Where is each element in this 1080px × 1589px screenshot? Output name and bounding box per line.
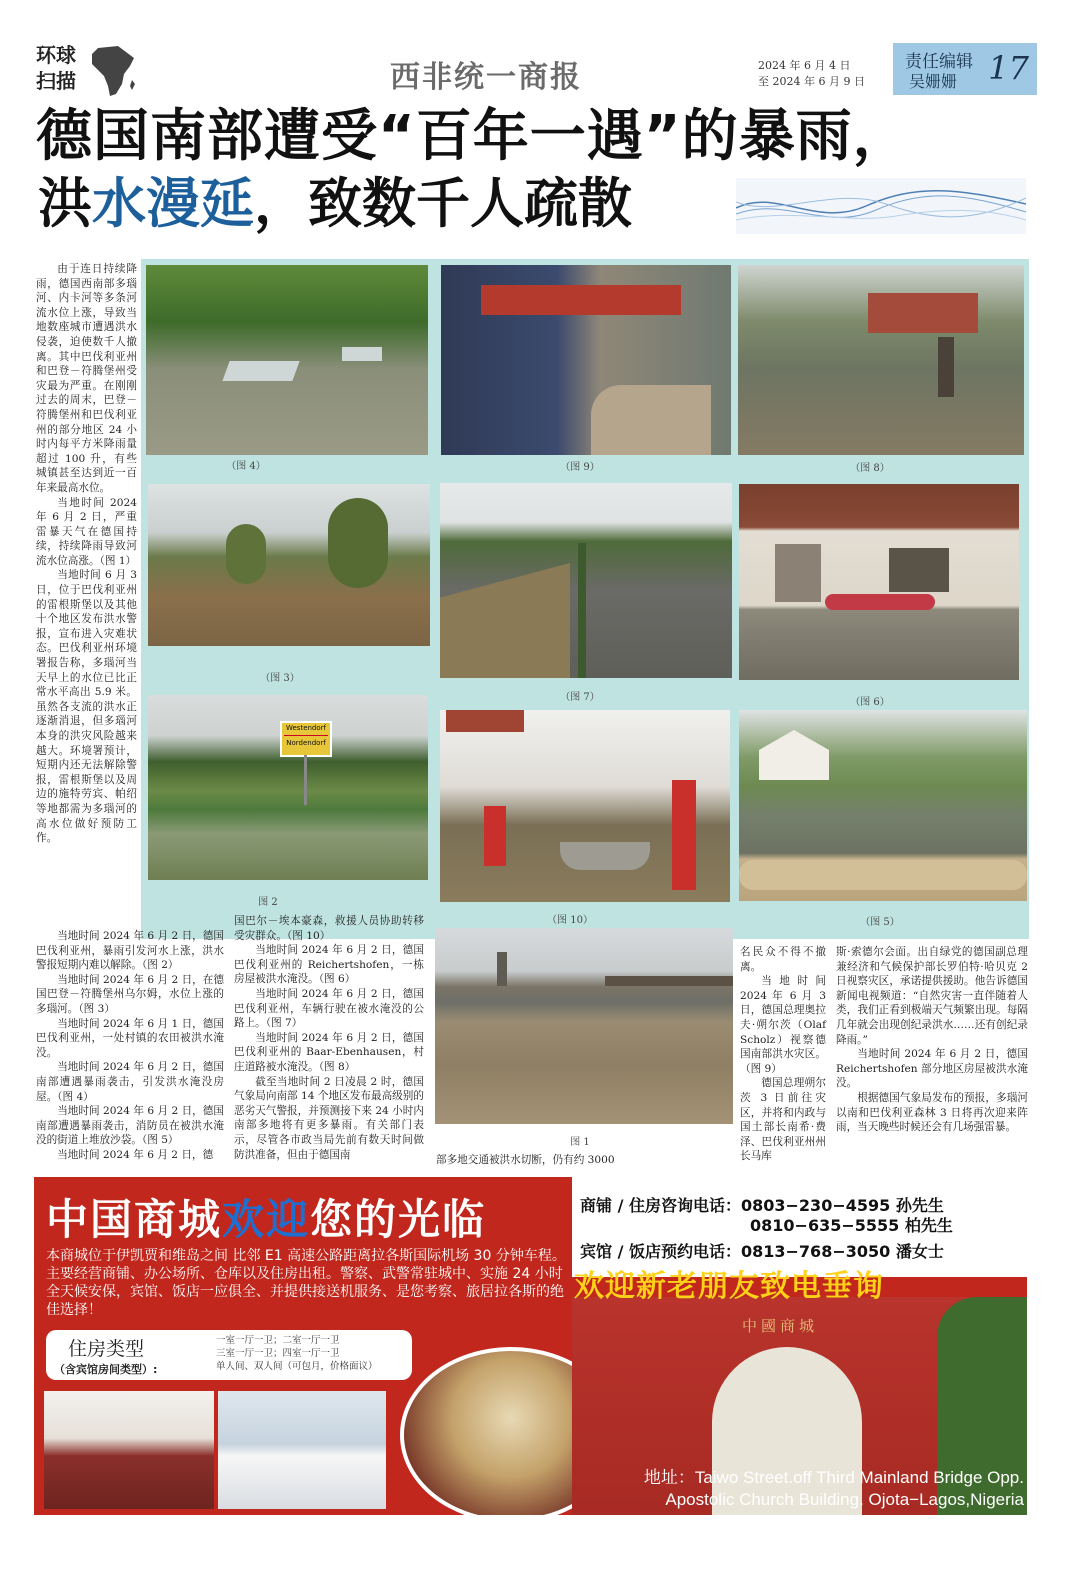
caption-fig5: （图 5）	[860, 917, 900, 928]
headline-line2-b: 水漫延	[92, 171, 254, 235]
section-title-line1: 环球	[36, 43, 76, 67]
photo-flooded-river-town	[435, 928, 733, 1124]
paragraph: 德国总理朔尔茨 3 日前往灾区，并将和内政与国土部长南希·费泽、巴伐利亚州州长马库	[740, 1077, 826, 1163]
paragraph: 当地时间 2024 年 6 月 3 日，德国总理奥拉夫·朔尔茨（Olaf Scholz）视察德国南部洪水灾区。（图 9）	[740, 975, 826, 1075]
paragraph: 当地时间 2024 年 6 月 2 日，德国南部遭遇暴雨袭击，引发洪水淹没房屋。（图 4）	[36, 1061, 224, 1103]
paragraph: 当地时间 2024 年 6 月 2 日，德国南部遭遇暴雨袭击，消防员在被洪水淹没的街道上堆放沙袋。（图 5）	[36, 1105, 224, 1147]
caption-fig8: （图 8）	[850, 463, 890, 474]
caption-fig3: （图 3）	[260, 673, 300, 684]
advertisement	[34, 1177, 1027, 1515]
paragraph: 国巴尔－埃本豪森，救援人员协助转移受灾群众。（图 10）	[234, 915, 424, 942]
paragraph: 当地时间 2024 年 6 月 1 日，德国巴伐利亚州，一处村镇的农田被洪水淹没。	[36, 1017, 224, 1059]
article-column-3	[234, 914, 424, 1162]
editor-name: 吴姗姗	[909, 72, 958, 91]
headline-line2	[38, 170, 632, 236]
caption-fig10: （图 10）	[547, 915, 593, 926]
paragraph: 当地时间 6 月 3 日，位于巴伐利亚州的雷根斯堡以及其他十个地区发布洪水警报，宣布进入灾难状态。巴伐利亚州环境署报告称，多瑙河当天早上的水位已比正常水平高出 5.9 米。虽然各支流的洪水正逐渐消退，但多瑙河本身的洪灾风险越来越大。环境署预计，短期内还无法解除警报，雷根斯堡以及周边的施特劳宾、帕绍等地都需为多瑙河的高水位做好预防工作。	[36, 569, 137, 845]
paragraph: 当地时间 2024 年 6 月 2 日，德国 Reichertshofen 部分地区房屋被洪水淹没。	[836, 1048, 1028, 1090]
article-left-column	[36, 262, 137, 846]
photo-flooded-street	[738, 265, 1024, 455]
caption-fig1: 图 1	[570, 1137, 590, 1148]
ad-title-b: 欢迎	[222, 1195, 311, 1244]
caption-fig7: （图 7）	[560, 692, 600, 703]
photo-rescue-boat	[440, 710, 730, 902]
photo-sandbags-firefighters	[739, 710, 1027, 901]
article-column-6	[836, 945, 1028, 1135]
photo-hotel-room	[218, 1391, 386, 1509]
room-types-subtitle: （含宾馆房间类型）:	[54, 1363, 158, 1376]
headline-line2-c: ，致数千人疏散	[254, 171, 632, 235]
headline-line1: 德国南部遭受“百年一遇”的暴雨，	[36, 104, 910, 169]
photo-restaurant-hall	[44, 1391, 214, 1509]
paragraph: 根据德国气象局发布的预报，多瑙河以南和巴伐利亚森林 3 日将再次迎来阵雨，当天晚些时候还会有几场强雷暴。	[836, 1091, 1028, 1134]
paragraph: 截至当地时间 2 日凌晨 2 时，德国气象局向南部 14 个地区发布最高级别的恶劣天气警报，并预测接下来 24 小时内南部多地将有更多暴雨。有关部门表示，尽管各市政当局先前有数天时间做防洪准备，但由于德国南	[234, 1075, 424, 1161]
decorative-waves	[736, 178, 1026, 234]
contact-line-shop: 商铺 / 住房咨询电话：0803−230−4595 孙先生	[580, 1196, 944, 1215]
photo-flooded-house	[739, 484, 1019, 680]
photo-flooded-highway	[440, 483, 732, 678]
ad-title	[46, 1187, 486, 1247]
caption-fig9: （图 9）	[560, 462, 600, 473]
sign-town-top: Westendorf	[285, 724, 327, 732]
section-title-line2: 扫描	[36, 69, 76, 93]
paragraph: 当地时间 2024 年 6 月 2 日，德国巴伐利亚州的 Baar-Ebenhausen，村庄道路被水淹没。（图 8）	[234, 1031, 424, 1073]
paragraph: 当地时间 2024 年 6 月 2 日，德	[57, 1148, 214, 1161]
room-type-line: 一室一厅一卫；二室一厅一卫	[216, 1335, 340, 1346]
masthead: 西非统一商报	[390, 60, 582, 95]
sign-town-bottom: Nordendorf	[286, 739, 326, 747]
ad-description: 本商城位于伊凯贾和维岛之间 比邻 E1 高速公路距离拉各斯国际机场 30 分钟车程。 主要经营商铺、办公场所、仓库以及住房出租。警察、武警常驻城中、实施 24 小时全天候安保，宾馆、饭店一应俱全、并提供接送机服务、是您考察、旅居拉各斯的绝佳选择！	[46, 1248, 566, 1318]
contact-line-hotel: 宾馆 / 饭店预约电话：0813−768−3050 潘女士	[580, 1242, 944, 1261]
ad-title-c: 您的光临	[310, 1195, 487, 1244]
page-number: 17	[988, 49, 1029, 87]
ad-welcome-slogan: 欢迎新老朋友致电垂询	[574, 1269, 884, 1304]
paragraph: 当地时间 2024 年 6 月 2 日，在德国巴登－符腾堡州乌尔姆，水位上涨的多瑙河。（图 3）	[36, 973, 224, 1015]
photo-flooded-houses	[146, 265, 428, 455]
issue-date-end: 至 2024 年 6 月 9 日	[758, 75, 865, 88]
caption-fig4: （图 4）	[226, 461, 266, 472]
address-line2: Apostolic Church Building. Ojota−Lagos,Nigeria	[665, 1490, 1024, 1509]
article-column-5	[740, 945, 826, 1164]
issue-dates	[758, 58, 865, 90]
paragraph: 当地时间 2024 年 6 月 2 日，德国巴伐利亚州，暴雨引发河水上涨，洪水警报短期内难以解除。（图 2）	[36, 930, 224, 972]
room-types-box	[46, 1330, 412, 1380]
africa-map-icon	[88, 44, 138, 98]
room-types-title: 住房类型	[68, 1338, 145, 1360]
ad-address	[584, 1467, 1024, 1511]
caption-fig6: （图 6）	[850, 697, 890, 708]
gate-sign: 中國商城	[742, 1317, 819, 1335]
section-title	[36, 42, 76, 94]
photo-flooded-fields-sign	[148, 695, 428, 880]
paragraph: 当地时间 2024 年 6 月 2 日，严重雷暴天气在德国持续，持续降雨导致河流水位高涨。（图 1）	[36, 496, 137, 567]
paragraph: 斯·索德尔会面。出自绿党的德国副总理兼经济和气候保护部长罗伯特·哈贝克 2 日视察灾区，承诺提供援助。他告诉德国新闻电视频道：“自然灾害一直伴随着人类，我们正看到极端天气频繁出现。每隔几年就会出现创纪录洪水……还有创纪录降雨。”	[836, 946, 1028, 1046]
editor-box	[893, 43, 1037, 95]
address-line1: 地址：Taiwo Street.off Third Mainland Bridge Opp.	[643, 1468, 1024, 1487]
paragraph: 部多地交通被洪水切断，仍有约 3000	[436, 1154, 615, 1166]
contact-line-shop-2: 0810−635−5555 柏先生	[750, 1216, 953, 1235]
photo-danube-ulm	[148, 484, 430, 646]
editor-label: 责任编辑	[905, 52, 973, 72]
paragraph: 名民众不得不撤离。	[740, 946, 826, 973]
caption-fig2: 图 2	[258, 897, 278, 908]
ad-title-a: 中国商城	[46, 1195, 223, 1244]
issue-date-start: 2024 年 6 月 4 日	[758, 59, 851, 72]
article-column-2	[36, 929, 224, 1163]
paragraph: 由于连日持续降雨，德国西南部多瑙河、内卡河等多条河流水位上涨，导致当地数座城市遭遇洪水侵袭，迫使数千人撤离。其中巴伐利亚州和巴登－符腾堡州受灾最为严重。在刚刚过去的周末，巴登－符腾堡州和巴伐利亚州的部分地区 24 小时内每平方米降雨量超过 100 升，有些城镇甚至达到近一百年来最高水位。	[36, 263, 137, 494]
headline-line2-a: 洪	[38, 171, 92, 235]
room-types-list	[216, 1334, 378, 1373]
article-column-4-tail	[436, 1153, 732, 1168]
room-type-line: 单人间、双人间（可包月，价格面议）	[216, 1361, 378, 1372]
paragraph: 当地时间 2024 年 6 月 2 日，德国巴伐利亚州，车辆行驶在被水淹没的公路上。（图 7）	[234, 987, 424, 1030]
room-type-line: 三室一厅一卫；四室一厅一卫	[216, 1348, 340, 1359]
photo-chancellor-visit	[441, 265, 731, 455]
paragraph: 当地时间 2024 年 6 月 2 日，德国巴伐利亚州的 Reichertshofen，一栋房屋被洪水淹没。（图 6）	[234, 944, 424, 986]
